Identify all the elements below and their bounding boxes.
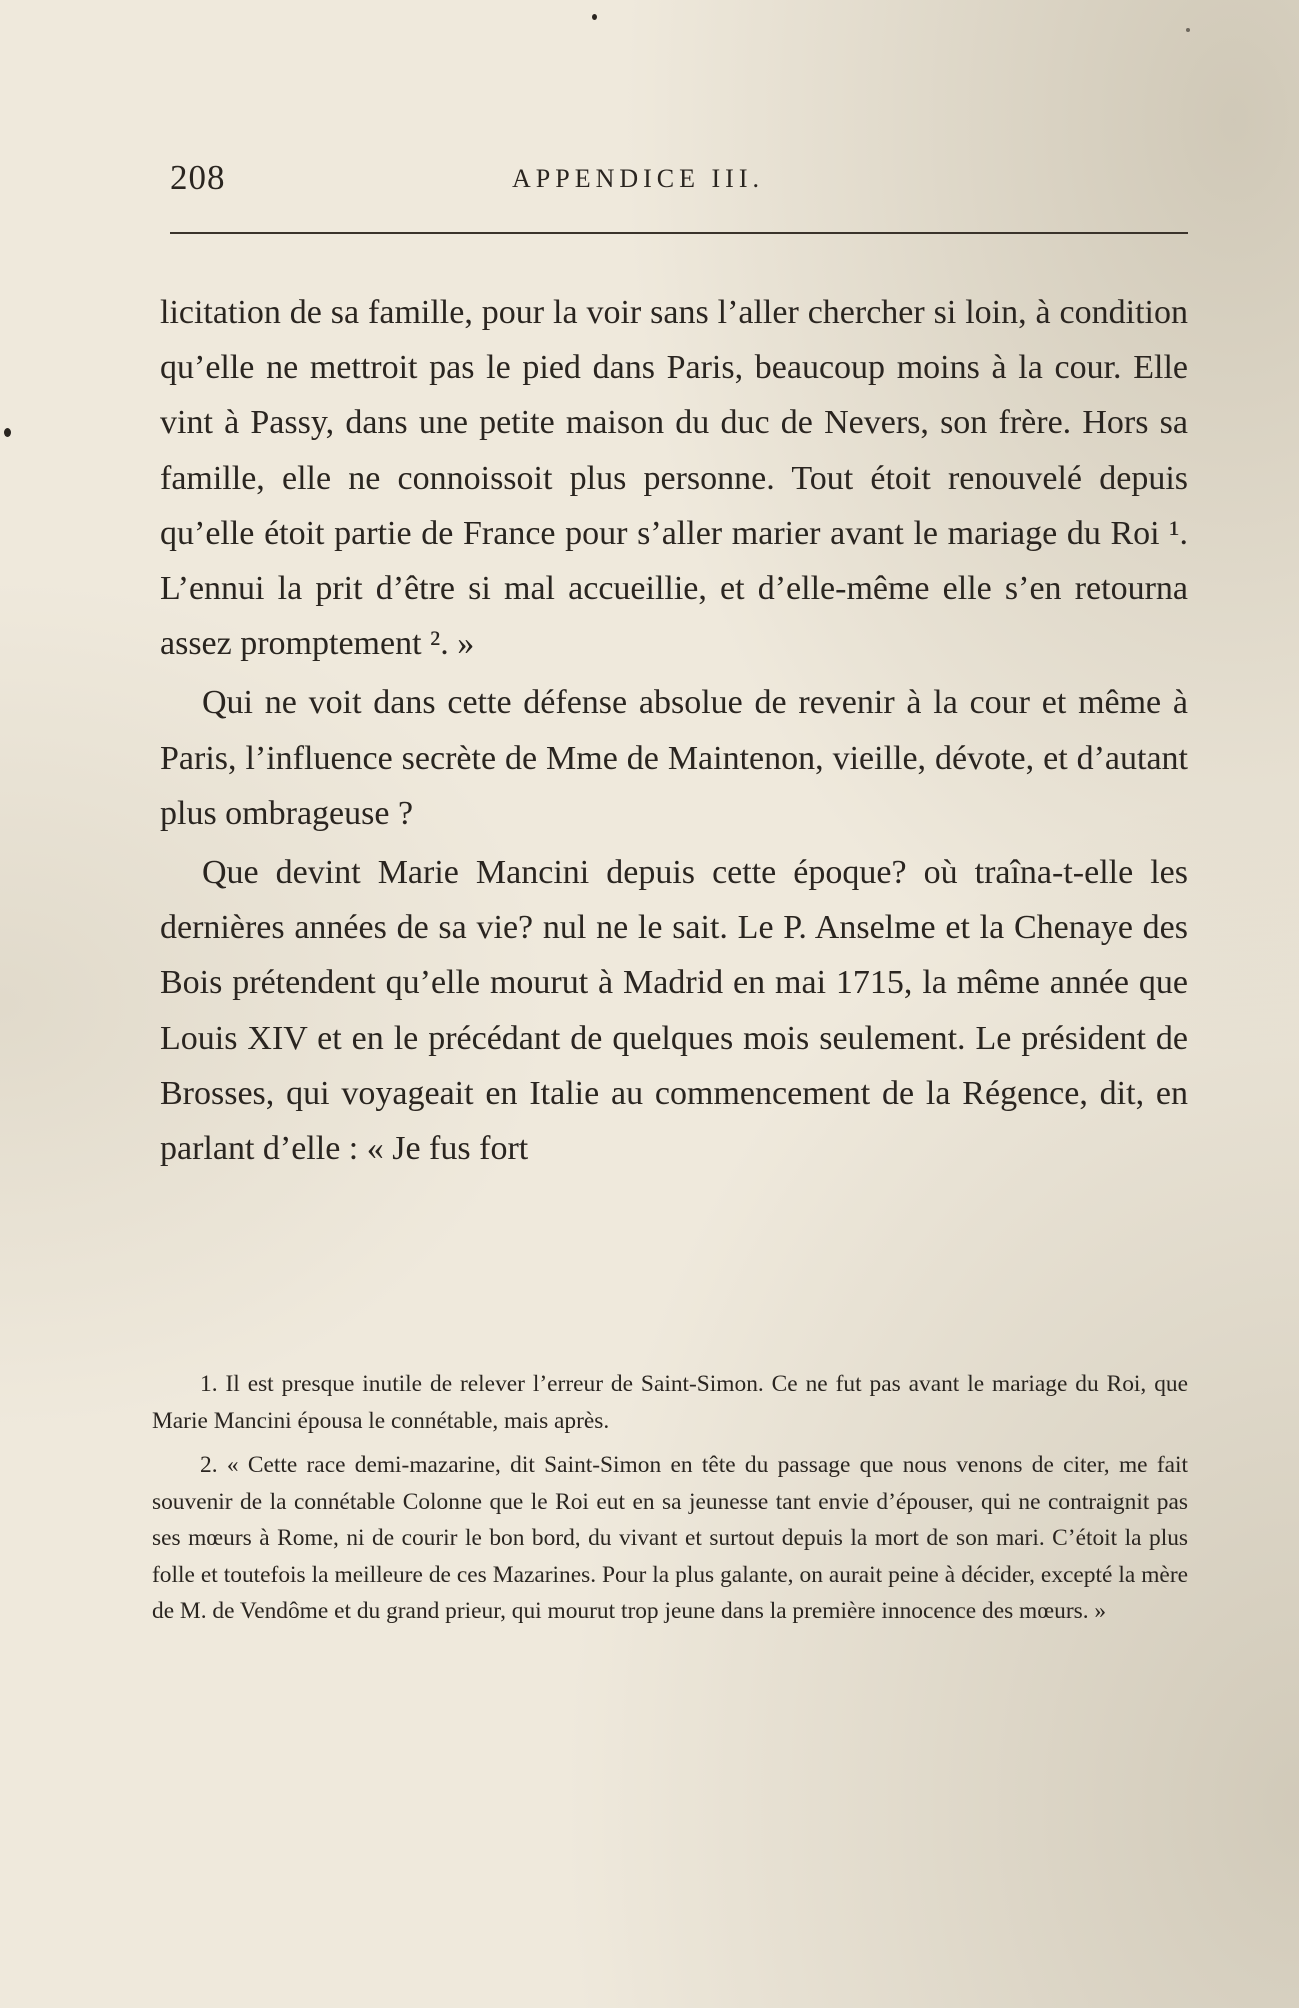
header-rule [170,232,1188,234]
page-header [170,158,1188,204]
paragraph: Qui ne voit dans cette défense absolue de revenir à la cour et même à Paris, l’influence secrète de Mme de Maintenon, vieille, dévote, et d’autant plus ombrageuse ? [160,684,1188,832]
paragraph: licitation de sa famille, pour la voir sans l’aller chercher si loin, à condition qu’elle ne mettroit pas le pied dans Paris, beaucoup moins à la cour. Elle vint à Passy, dans une petite maison du duc de Nevers, son frère. Hors sa famille, elle ne connoissoit plus personne. Tout étoit renouvelé depuis qu’elle étoit partie de France pour s’aller marier avant le mariage du Roi ¹. L’ennui la prit d’être si mal accueillie, et d’elle-même elle s’en retourna assez promptement ². » [160,294,1188,663]
footnote: 1. Il est presque inutile de relever l’erreur de Saint-Simon. Ce ne fut pas avant le mariage du Roi, que Marie Mancini épousa le connétable, mais après. [152,1371,1188,1434]
main-text [160,285,1188,1176]
footnotes [152,1366,1188,1630]
ink-speck [592,14,597,20]
paragraph: Que devint Marie Mancini depuis cette époque? où traîna-t-elle les dernières années de sa vie? nul ne le sait. Le P. Anselme et la Chenaye des Bois prétendent qu’elle mourut à Madrid en mai 1715, la même année que Louis XIV et en le précédant de quelques mois seulement. Le président de Brosses, qui voyageait en Italie au commencement de la Régence, dit, en parlant d’elle : « Je fus fort [160,854,1188,1168]
footnote: 2. « Cette race demi-mazarine, dit Saint-Simon en tête du passage que nous venons de citer, me fait souvenir de la connétable Colonne que le Roi eut en sa jeunesse tant envie d’épouser, qui ne contraignit pas ses mœurs à Rome, ni de courir le bon bord, du vivant et surtout depuis la mort de son mari. C’étoit la plus folle et toutefois la meilleure de ces Mazarines. Pour la plus galante, on aurait peine à décider, excepté la mère de M. de Vendôme et du grand prieur, qui mourut trop jeune dans la première innocence des mœurs. » [152,1452,1188,1624]
ink-speck [4,428,11,437]
running-head: APPENDICE III. [512,164,764,193]
ink-speck [1186,28,1190,32]
page-number: 208 [170,158,226,197]
